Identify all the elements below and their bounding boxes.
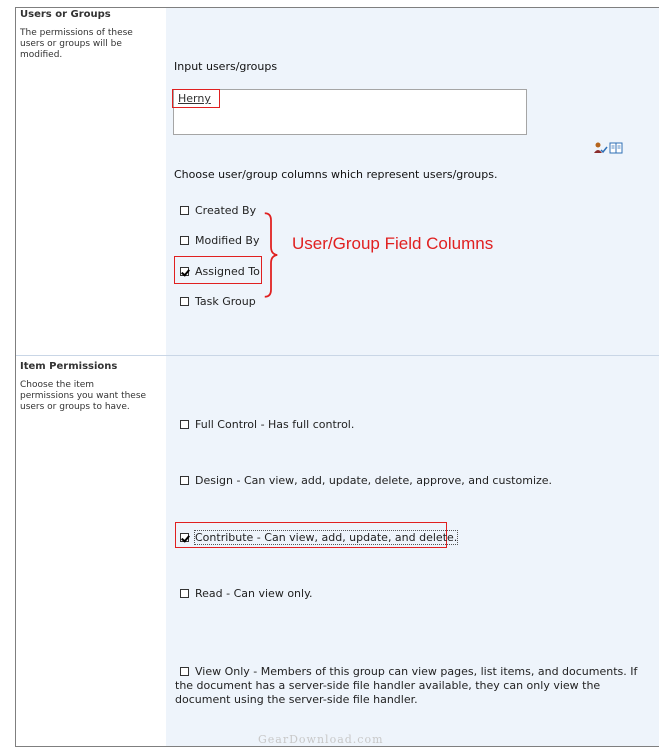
section-divider <box>16 355 659 356</box>
modified-by-label: Modified By <box>195 234 260 247</box>
resolved-user-name[interactable]: Herny <box>178 92 211 105</box>
columns-label: Choose user/group columns which represent users/groups. <box>174 168 498 181</box>
permissions-section-description: Choose the item permissions you want these users or groups to have. <box>20 380 147 412</box>
columns-brace <box>263 206 279 304</box>
permission-contribute[interactable] <box>180 531 457 544</box>
left-description-column <box>16 8 166 746</box>
people-picker-icons <box>594 139 622 151</box>
permission-design[interactable] <box>180 474 552 487</box>
task-group-label: Task Group <box>195 295 256 308</box>
watermark: GearDownload.com <box>258 733 384 746</box>
read-label: Read - Can view only. <box>195 587 313 600</box>
view-only-label: View Only - Members of this group can view pages, list items, and documents. If the document has a server-side file handler available, they can only view the document using the server-side file handler. <box>175 665 638 706</box>
column-option-assigned-to[interactable] <box>180 265 260 278</box>
resolved-user-chip[interactable] <box>172 89 220 108</box>
modified-by-checkbox[interactable] <box>180 236 189 245</box>
users-section-description: The permissions of these users or groups will be modified. <box>20 28 133 60</box>
assigned-to-label: Assigned To <box>195 265 260 278</box>
columns-annotation: User/Group Field Columns <box>292 234 494 253</box>
column-option-task-group[interactable] <box>180 295 256 308</box>
check-names-icon[interactable] <box>594 139 606 151</box>
permission-read[interactable] <box>180 587 313 600</box>
permission-view-only[interactable] <box>175 665 645 707</box>
task-group-checkbox[interactable] <box>180 297 189 306</box>
permissions-section-title: Item Permissions <box>20 361 118 372</box>
column-option-modified-by[interactable] <box>180 234 260 247</box>
assigned-to-checkbox[interactable] <box>180 267 189 276</box>
design-checkbox[interactable] <box>180 476 189 485</box>
permission-full-control[interactable] <box>180 418 354 431</box>
contribute-label: Contribute - Can view, add, update, and delete. <box>195 531 458 544</box>
contribute-checkbox[interactable] <box>180 533 189 542</box>
users-section-title: Users or Groups <box>20 9 111 20</box>
browse-icon[interactable] <box>609 139 622 150</box>
column-option-created-by[interactable] <box>180 204 256 217</box>
full-control-checkbox[interactable] <box>180 420 189 429</box>
full-control-label: Full Control - Has full control. <box>195 418 355 431</box>
read-checkbox[interactable] <box>180 589 189 598</box>
view-only-checkbox[interactable] <box>180 667 189 676</box>
created-by-label: Created By <box>195 204 257 217</box>
created-by-checkbox[interactable] <box>180 206 189 215</box>
design-label: Design - Can view, add, update, delete, approve, and customize. <box>195 474 553 487</box>
input-users-label: Input users/groups <box>174 60 278 73</box>
users-input-field[interactable] <box>173 89 527 135</box>
